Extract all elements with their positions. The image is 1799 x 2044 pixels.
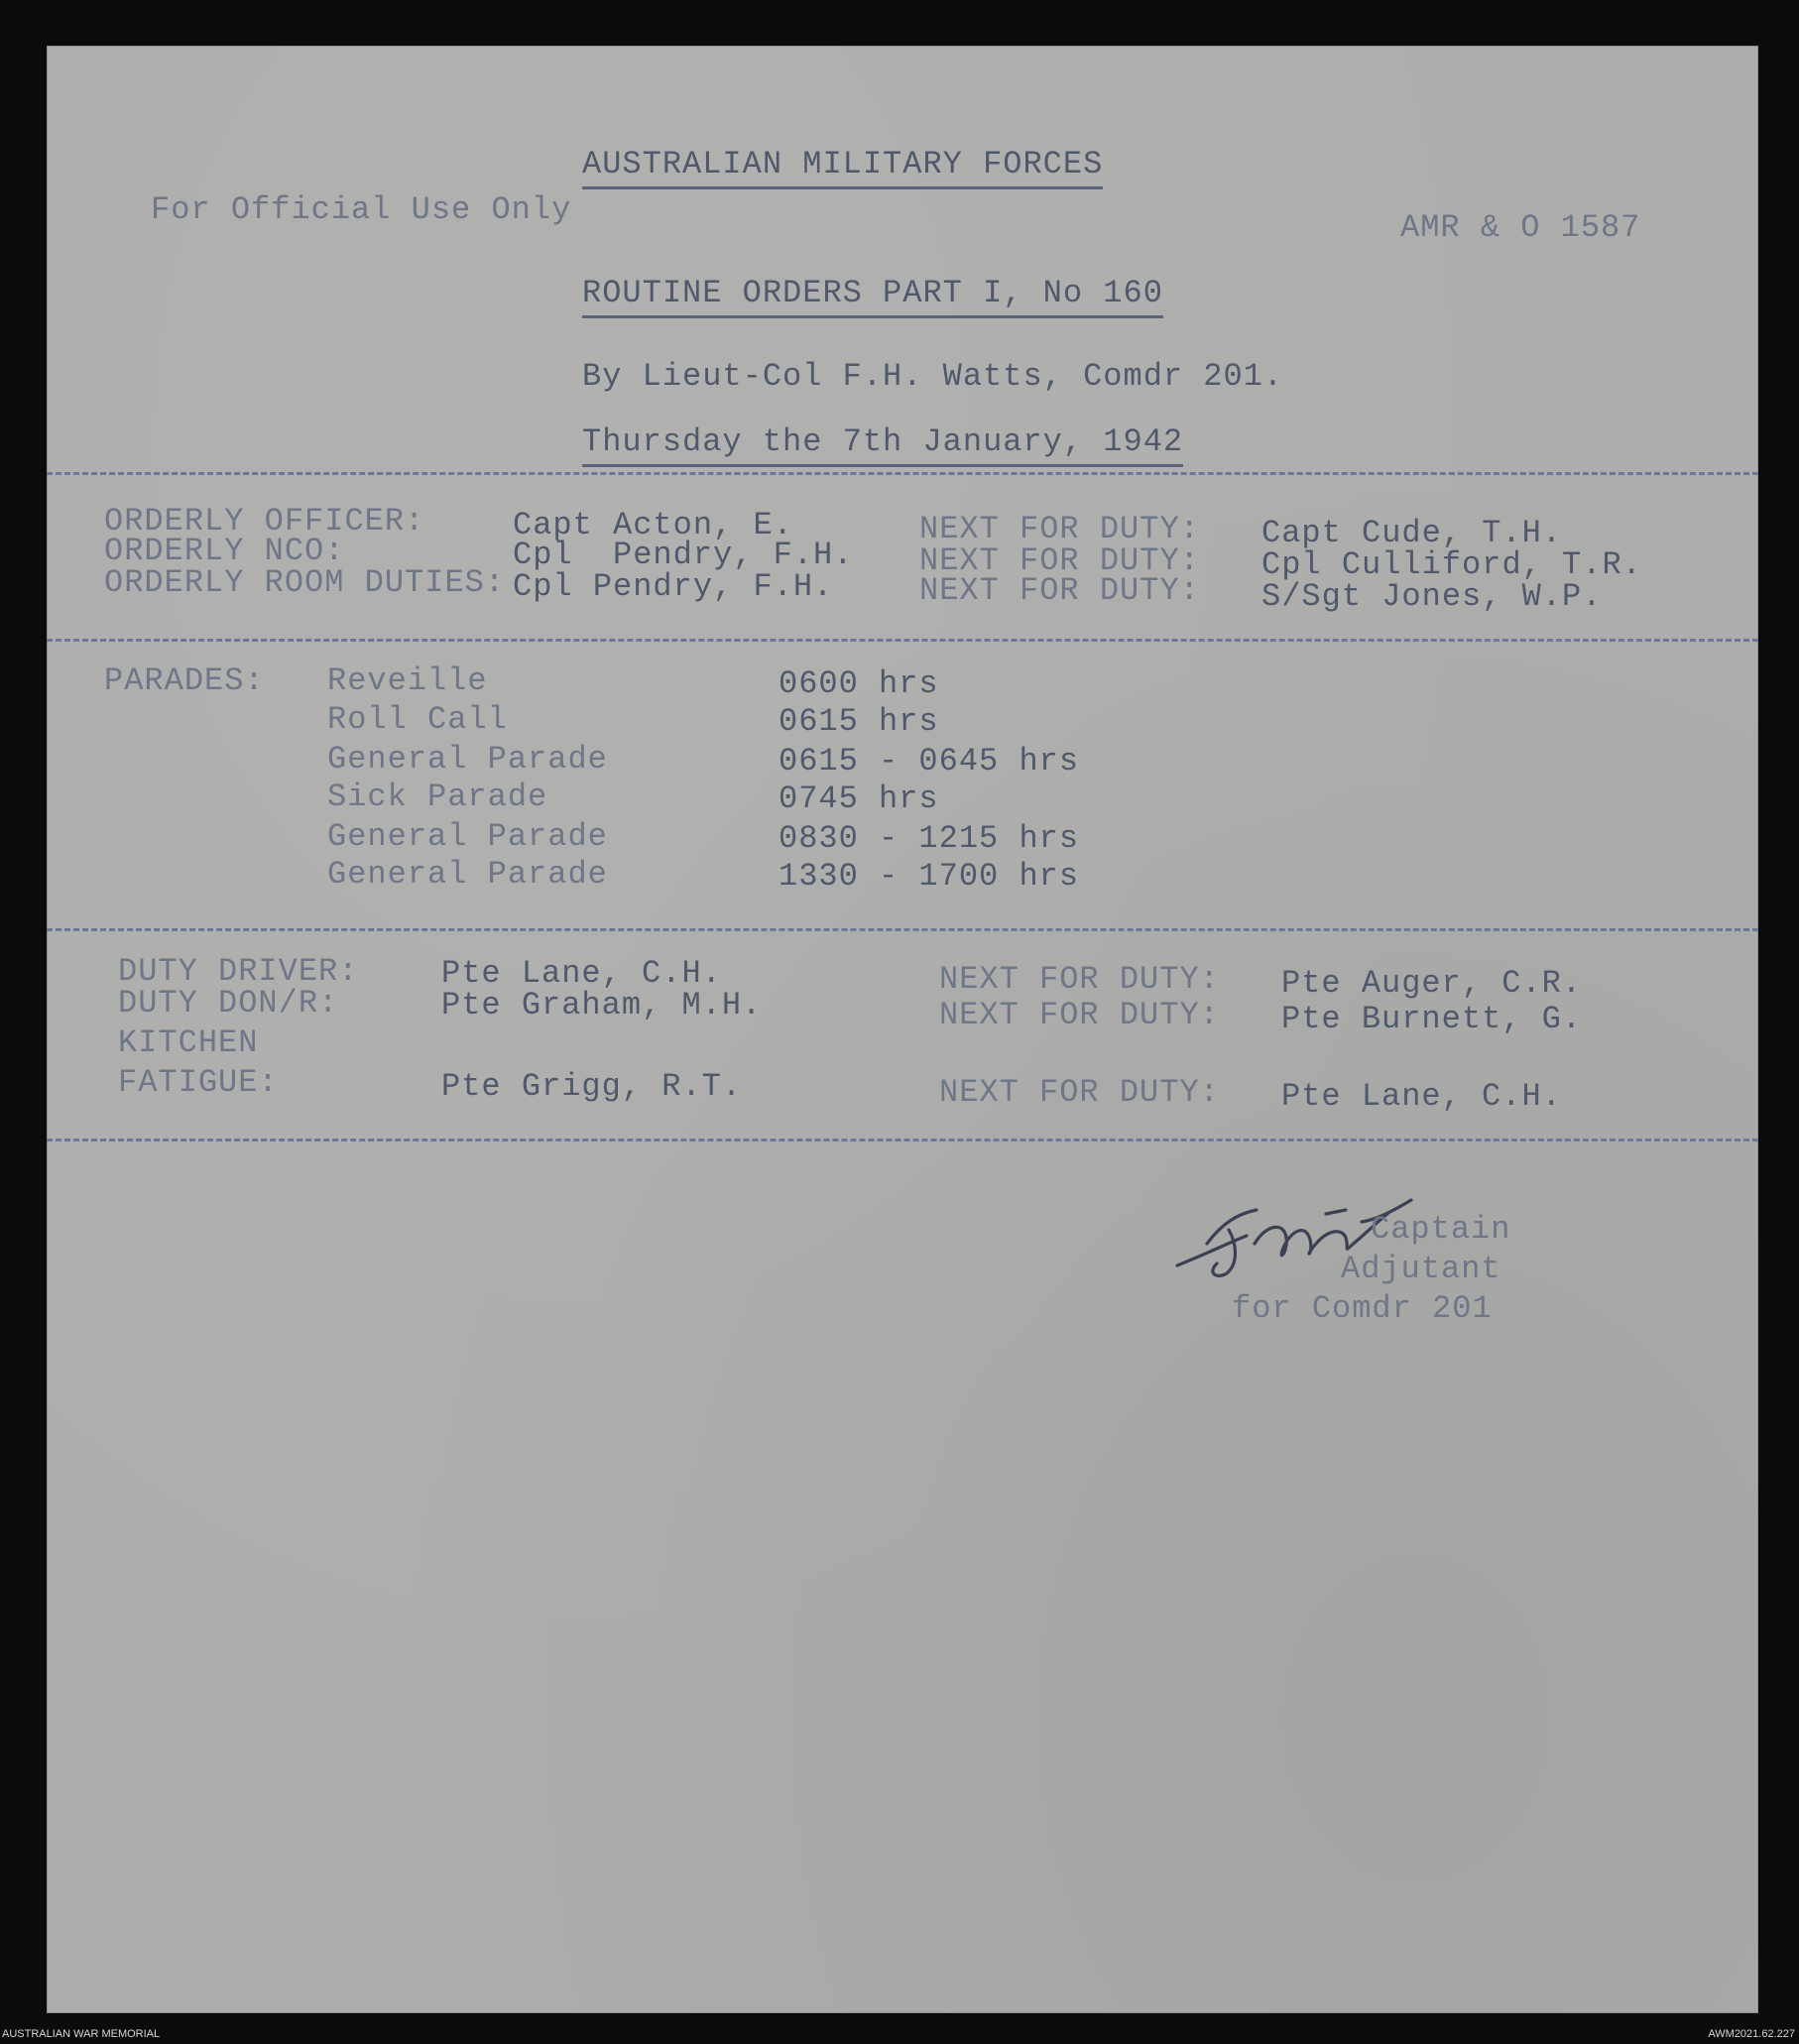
orders-title: ROUTINE ORDERS PART I, No 160 — [582, 278, 1163, 318]
signature-rank: Captain — [1371, 1211, 1511, 1248]
parade-time: 1330 - 1700 hrs — [779, 858, 1080, 895]
orderly-room-label: ORDERLY ROOM DUTIES: — [104, 564, 506, 601]
orderly-room-next-label: NEXT FOR DUTY: — [919, 572, 1200, 609]
signature-for-line: for Comdr 201 — [1232, 1290, 1493, 1327]
fatigue-label: FATIGUE: — [118, 1064, 279, 1101]
parade-name: Sick Parade — [327, 779, 548, 815]
parade-time: 0615 hrs — [779, 703, 939, 740]
orderly-officer-value: Capt Acton, E. — [513, 507, 793, 543]
kitchen-label: KITCHEN — [118, 1024, 259, 1061]
orderly-nco-label: ORDERLY NCO: — [104, 533, 345, 569]
duty-donr-label: DUTY DON/R: — [118, 985, 339, 1022]
parade-time: 0615 - 0645 hrs — [779, 743, 1080, 780]
parade-name: General Parade — [327, 856, 608, 893]
section-divider — [47, 928, 1758, 931]
orderly-nco-next-value: Cpl Culliford, T.R. — [1261, 546, 1642, 583]
paper-sheet — [47, 46, 1758, 2013]
duty-driver-label: DUTY DRIVER: — [118, 953, 359, 990]
duty-driver-value: Pte Lane, C.H. — [441, 955, 722, 992]
duty-donr-next-label: NEXT FOR DUTY: — [939, 997, 1220, 1033]
classification-line: For Official Use Only — [151, 191, 572, 228]
date-line: Thursday the 7th January, 1942 — [582, 426, 1183, 467]
section-divider — [47, 1139, 1758, 1142]
fatigue-value: Pte Grigg, R.T. — [441, 1068, 743, 1105]
org-heading: AUSTRALIAN MILITARY FORCES — [582, 149, 1103, 189]
parade-time: 0830 - 1215 hrs — [779, 820, 1080, 857]
orderly-room-next-value: S/Sgt Jones, W.P. — [1261, 578, 1603, 615]
section-divider — [47, 639, 1758, 642]
section-divider — [47, 472, 1758, 475]
parades-label: PARADES: — [104, 662, 265, 699]
footer-archive-name: AUSTRALIAN WAR MEMORIAL — [2, 2028, 161, 2040]
parade-name: General Parade — [327, 818, 608, 855]
parade-name: Reveille — [327, 662, 488, 699]
duty-donr-next-value: Pte Burnett, G. — [1281, 1001, 1583, 1037]
orderly-room-value: Cpl Pendry, F.H. — [513, 568, 834, 605]
parade-time: 0600 hrs — [779, 665, 939, 702]
footer-item-id: AWM2021.62.227 — [1708, 2028, 1795, 2040]
duty-driver-next-value: Pte Auger, C.R. — [1281, 965, 1583, 1002]
orderly-officer-next-label: NEXT FOR DUTY: — [919, 511, 1200, 547]
duty-driver-next-label: NEXT FOR DUTY: — [939, 961, 1220, 998]
fatigue-next-label: NEXT FOR DUTY: — [939, 1074, 1220, 1111]
orderly-nco-value: Cpl Pendry, F.H. — [513, 537, 854, 573]
signature-appointment: Adjutant — [1341, 1251, 1501, 1287]
parade-name: Roll Call — [327, 701, 508, 738]
reference-number: AMR & O 1587 — [1400, 209, 1641, 246]
parade-time: 0745 hrs — [779, 781, 939, 817]
fatigue-next-value: Pte Lane, C.H. — [1281, 1078, 1562, 1115]
orderly-nco-next-label: NEXT FOR DUTY: — [919, 542, 1200, 579]
parade-name: General Parade — [327, 741, 608, 778]
duty-donr-value: Pte Graham, M.H. — [441, 987, 763, 1023]
orderly-officer-next-value: Capt Cude, T.H. — [1261, 515, 1563, 551]
by-line: By Lieut-Col F.H. Watts, Comdr 201. — [582, 358, 1284, 395]
orderly-officer-label: ORDERLY OFFICER: — [104, 503, 425, 540]
